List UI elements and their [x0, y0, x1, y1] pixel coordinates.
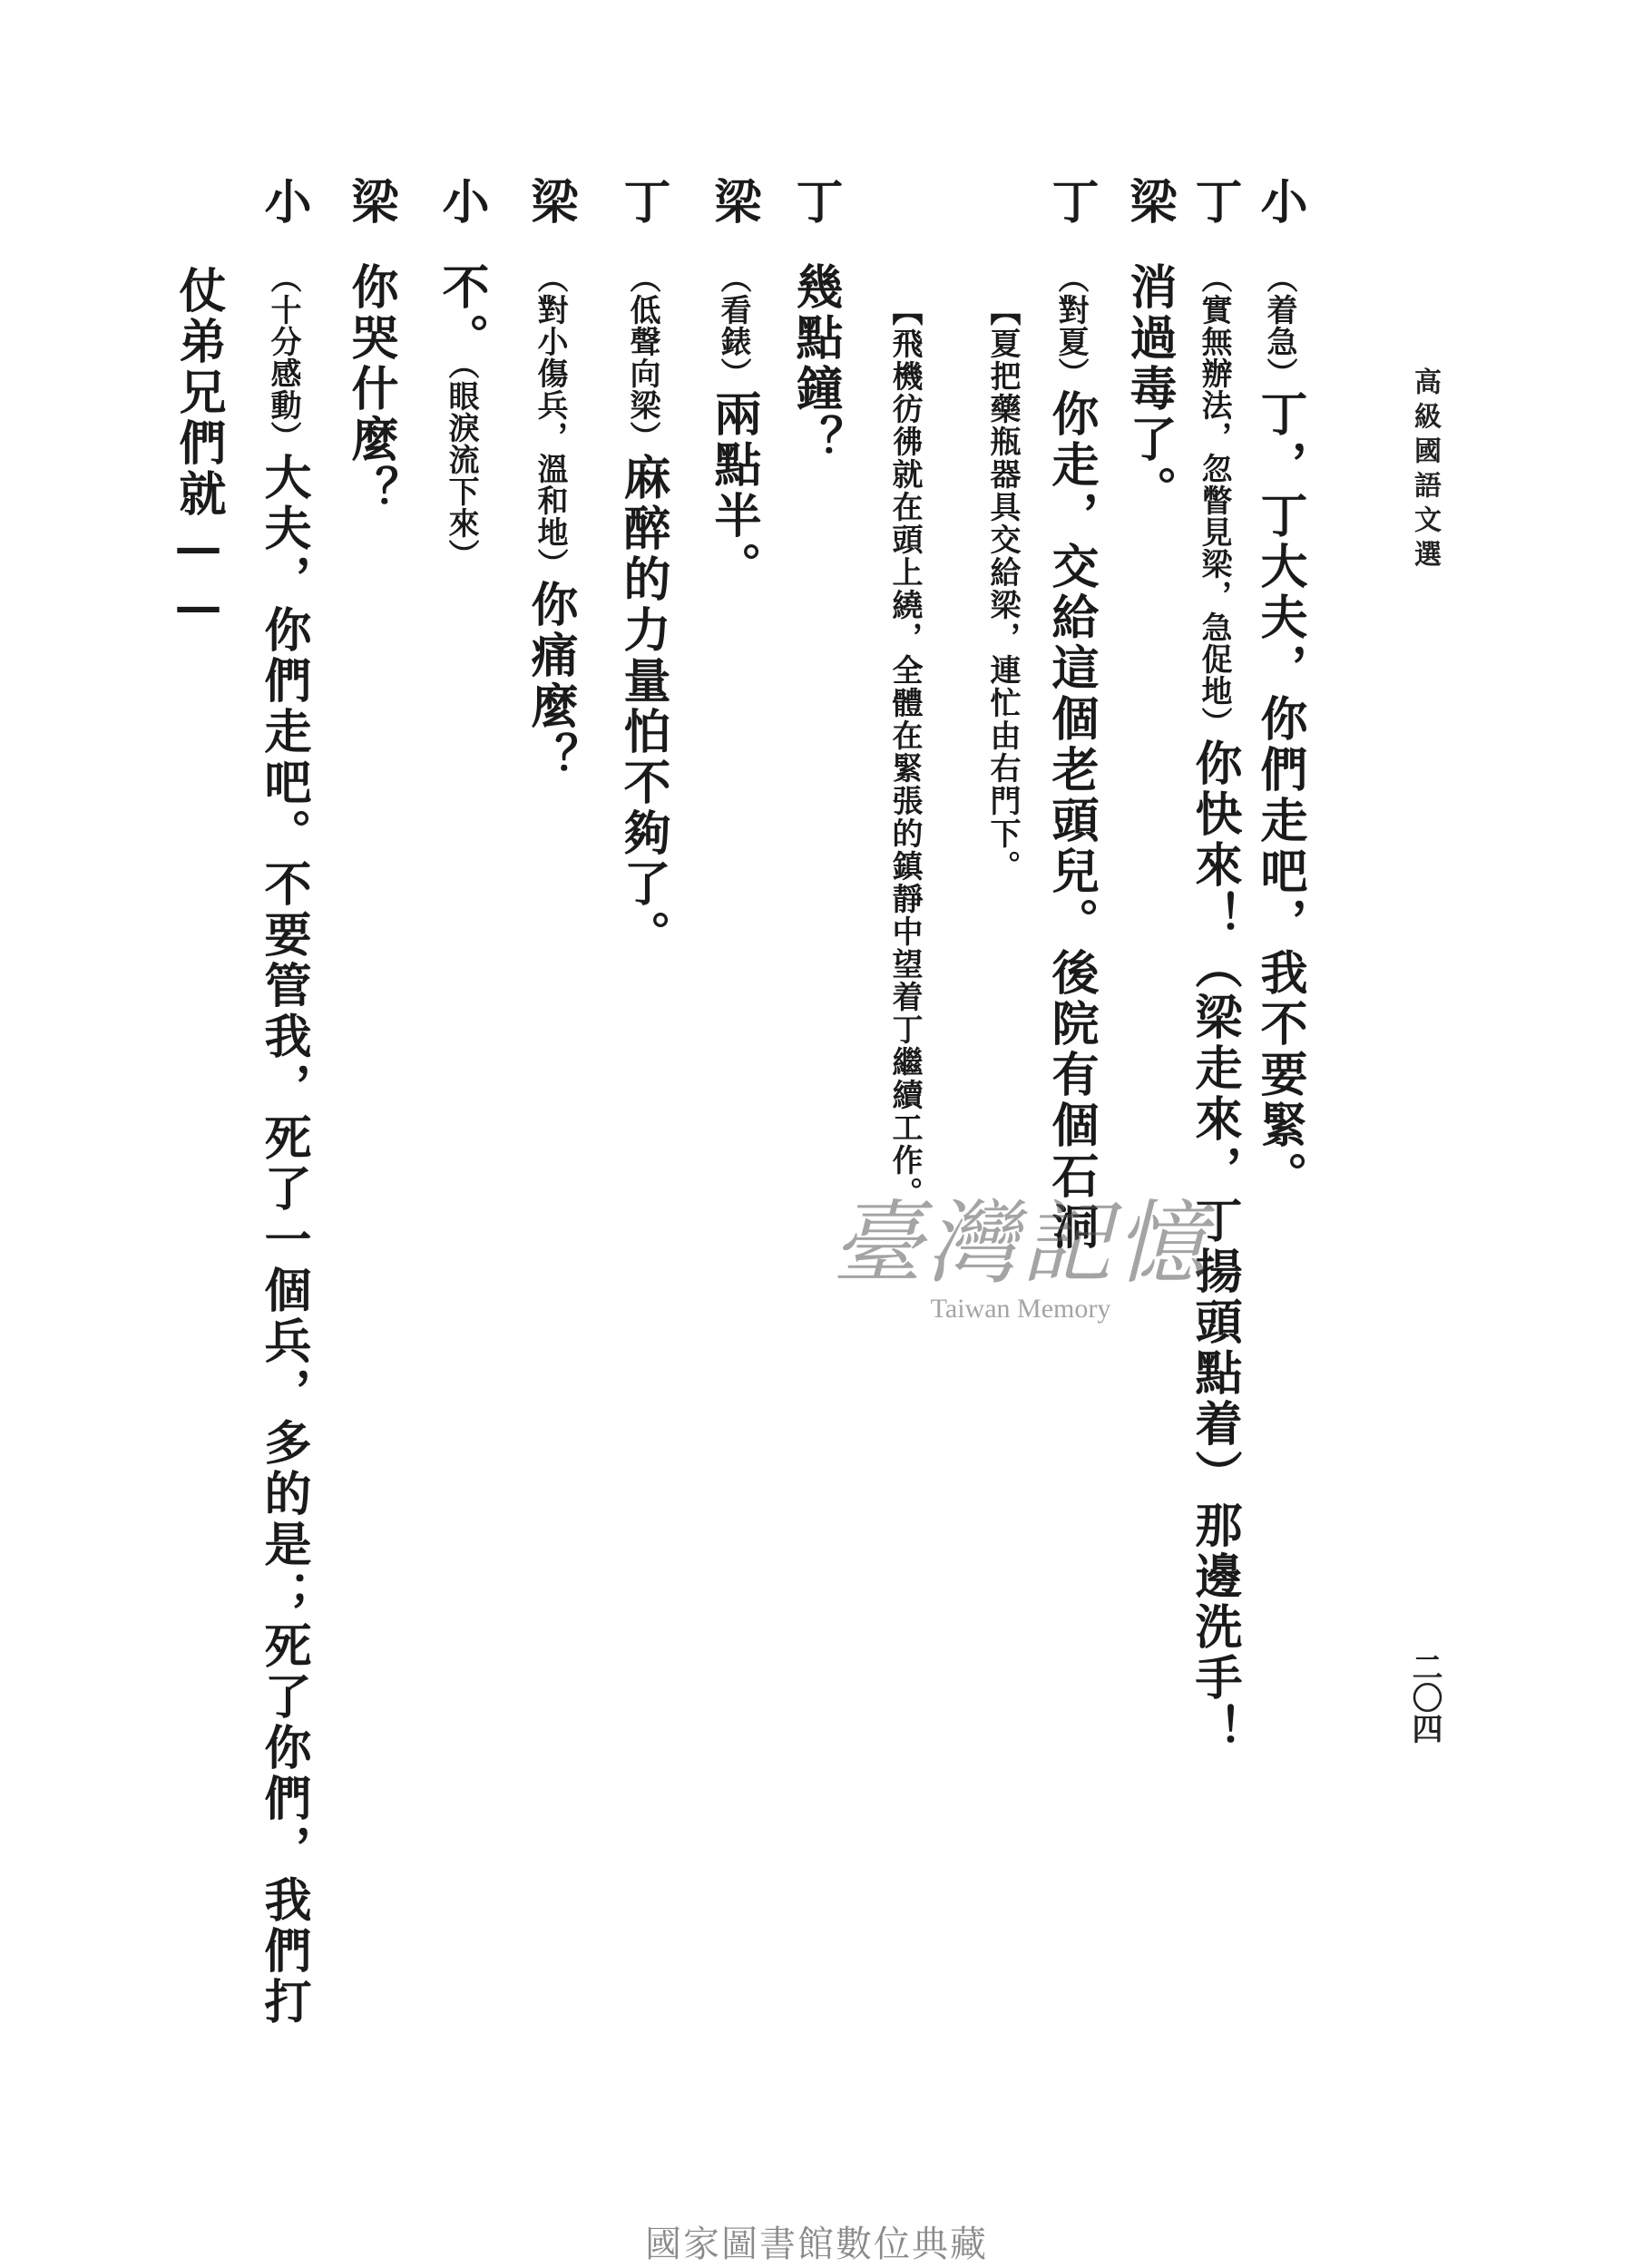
stage-direction: （看錶）: [715, 262, 751, 389]
dialogue-line: [523, 177, 577, 783]
dialogue-text: 消過毒了。: [1121, 262, 1177, 516]
watermark-chinese: 臺灣記憶: [832, 1190, 1209, 1296]
stage-direction-line: 【夏把藥瓶器具交給梁，連忙由右門下。: [984, 295, 1021, 883]
dialogue-text: 大夫，你們走吧。不要管我，死了一個兵，多的是；死了你們，我們打: [256, 453, 311, 2028]
speaker-name: 丁: [1187, 177, 1242, 228]
dialogue-text: 你走，交給這個老頭兒。後院有個石洞: [1043, 389, 1099, 1253]
speaker-name: 丁: [615, 177, 670, 228]
dialogue-line: [1121, 177, 1176, 516]
dialogue-text: 兩點半。: [706, 389, 761, 592]
stage-direction: （對小傷兵，溫和地）: [532, 262, 568, 580]
dialogue-line: [787, 177, 842, 465]
dialogue-line: [256, 177, 310, 2028]
dialogue-line: [1043, 177, 1098, 1253]
dialogue-text: 你哭什麼？: [343, 262, 398, 516]
speaker-name: 丁: [1043, 177, 1099, 228]
stage-direction-line: 【飛機彷彿就在頭上繞，全體在緊張的鎮靜中望着丁繼續工作。: [886, 295, 923, 1209]
dialogue-line: [1252, 177, 1306, 1202]
speaker-name: 小: [256, 177, 311, 228]
dialogue-line: [615, 177, 670, 961]
book-title: 高級國語文選: [1409, 367, 1441, 574]
page-number: 二〇四: [1406, 1651, 1442, 1744]
dialogue-line: [343, 177, 397, 516]
dialogue-text: 麻醉的力量怕不夠了。: [615, 453, 670, 961]
dialogue-text: 幾點鐘？: [787, 262, 843, 465]
speaker-name: 梁: [1121, 177, 1177, 228]
stage-direction: （低聲向梁）: [624, 262, 660, 453]
dialogue-line: [1187, 177, 1241, 1755]
stage-direction: （十分感動）: [265, 262, 301, 453]
footer-credit: 國家圖書館數位典藏: [645, 2224, 988, 2265]
watermark-english: Taiwan Memory: [930, 1294, 1111, 1324]
dialogue-text: 丁，丁大夫，你們走吧，我不要緊。: [1252, 389, 1307, 1202]
dialogue-line: [706, 177, 760, 592]
speaker-name: 丁: [787, 177, 843, 228]
speaker-name: 梁: [706, 177, 761, 228]
speaker-name: 小: [1252, 177, 1307, 228]
dialogue-text: 不。: [434, 262, 489, 364]
continuation-line: 仗弟兄們就——: [171, 266, 226, 638]
speaker-name: 小: [434, 177, 489, 228]
dialogue-text: 你痛麼？: [523, 580, 578, 783]
stage-direction: （眼淚流下來）: [443, 364, 479, 571]
dialogue-text: 你快來！（梁走來，丁揚頭點着）那邊洗手！: [1187, 738, 1242, 1755]
stage-direction: （着急）: [1261, 262, 1297, 389]
speaker-name: 梁: [523, 177, 578, 228]
watermark: [812, 1170, 1229, 1325]
dialogue-line: [434, 177, 488, 571]
speaker-name: 梁: [343, 177, 398, 228]
stage-direction: （對夏）: [1052, 262, 1089, 389]
stage-direction: （實無辦法，忽瞥見梁，急促地）: [1196, 262, 1232, 738]
